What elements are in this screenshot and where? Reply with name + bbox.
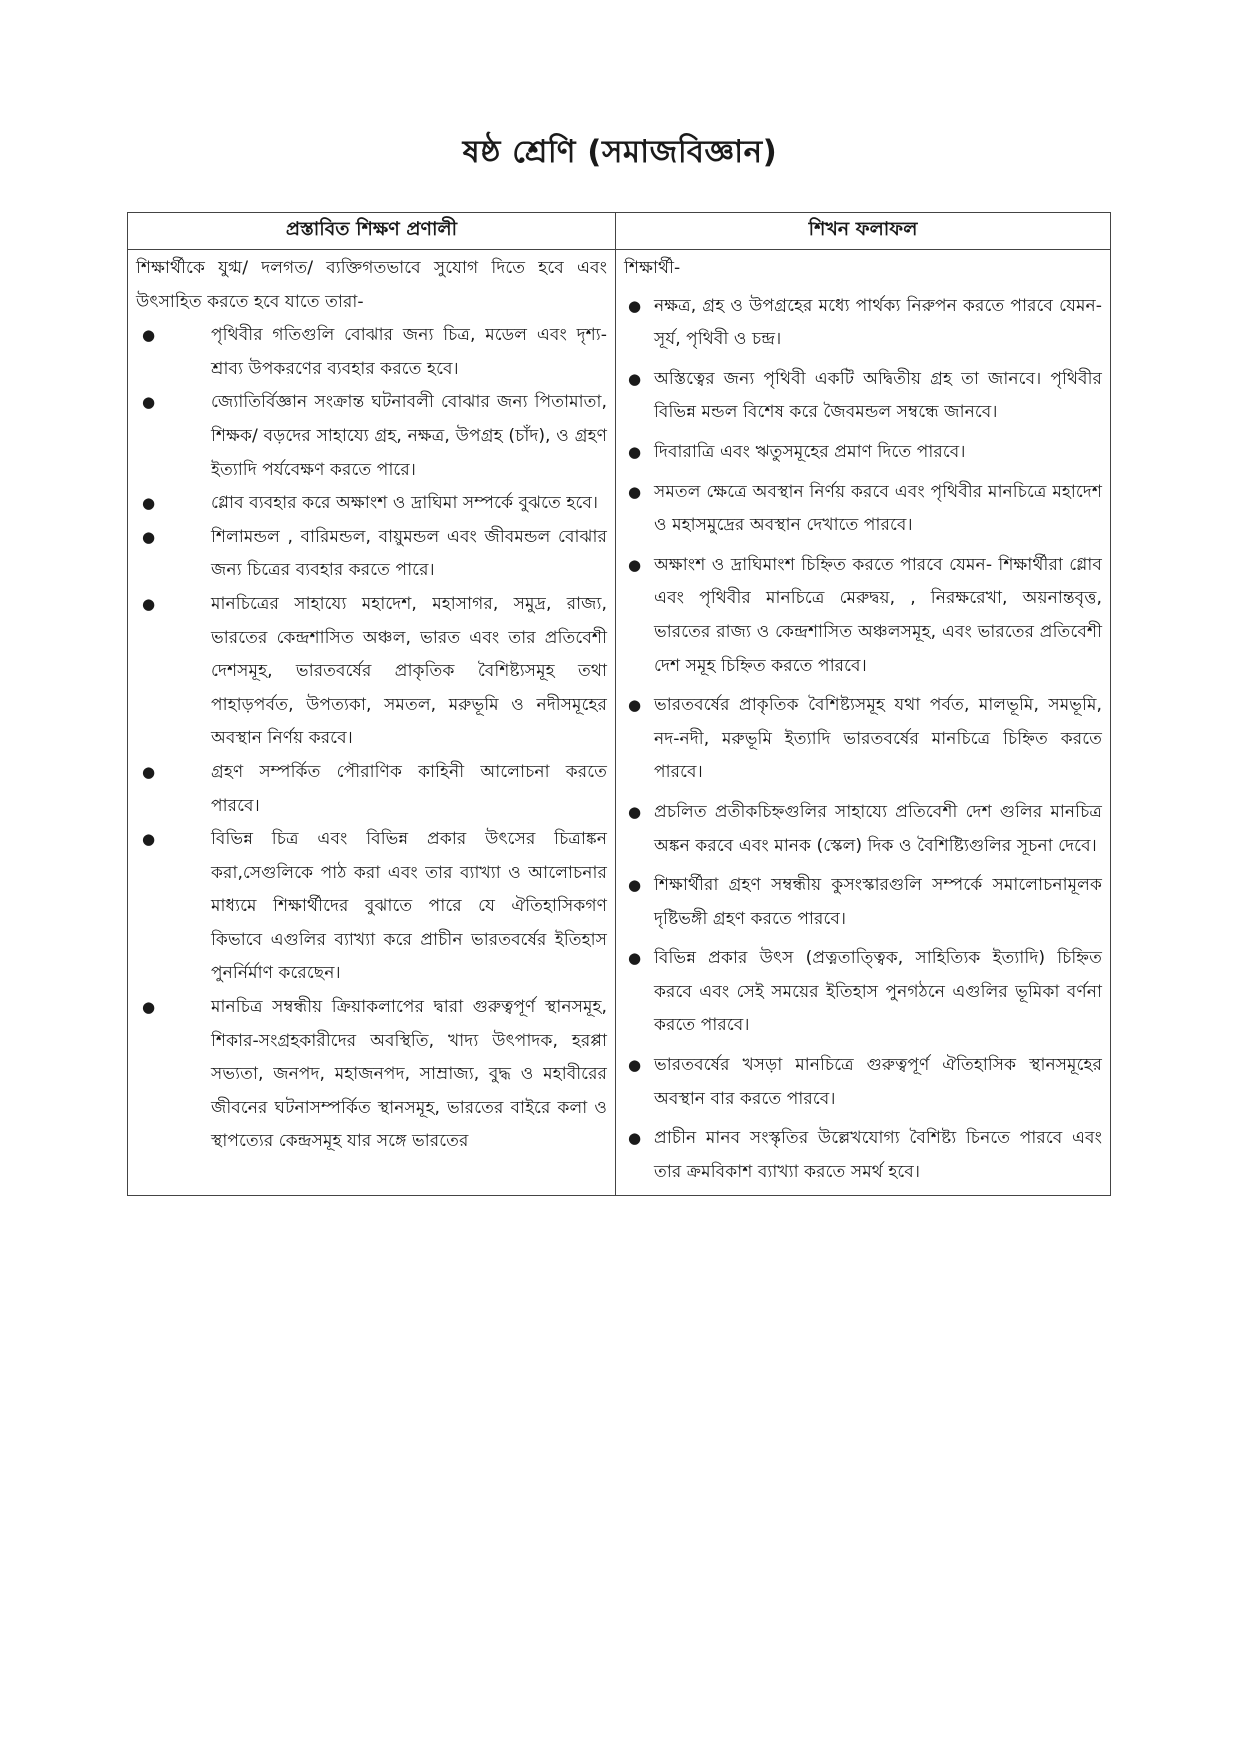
- list-item: ● জ্যোতির্বিজ্ঞান সংক্রান্ত ঘটনাবলী বোঝার জন্য পিতামাতা, শিক্ষক/ বড়দের সাহায্যে গ্রহ, নক্ষত্র, উপগ্রহ (চাঁদ), ও গ্রহণ ইত্যাদি পর্যবেক্ষণ করতে পারে।: [136, 386, 607, 487]
- list-item: ● ভারতবর্ষের খসড়া মানচিত্রে গুরুত্বপূর্ণ ঐতিহাসিক স্থানসমূহের অবস্থান বার করতে পারবে।: [624, 1049, 1102, 1116]
- list-item: ● শিক্ষার্থীরা গ্রহণ সম্বন্ধীয় কুসংস্কারগুলি সম্পর্কে সমালোচনামূলক দৃষ্টিভঙ্গী গ্রহণ করতে পারবে।: [624, 869, 1102, 936]
- list-item: ● অস্তিত্বের জন্য পৃথিবী একটি অদ্বিতীয় গ্রহ তা জানবে। পৃথিবীর বিভিন্ন মন্ডল বিশেষ করে জৈবমন্ডল সম্বন্ধে জানবে।: [624, 363, 1102, 430]
- list-item: ● অক্ষাংশ ও দ্রাঘিমাংশ চিহ্নিত করতে পারবে যেমন- শিক্ষার্থীরা গ্লোব এবং পৃথিবীর মানচিত্রে মেরুদ্বয়, , নিরক্ষরেখা, অয়নান্তবৃত্ত, ভারতের রাজ্য ও কেন্দ্রশাসিত অঞ্চলসমূহ, এবং ভারতের প্রতিবেশী দেশ সমূহ চিহ্নিত করতে পারবে।: [624, 549, 1102, 683]
- learning-outcome-list: [624, 286, 1102, 1190]
- list-item: ● পৃথিবীর গতিগুলি বোঝার জন্য চিত্র, মডেল এবং দৃশ্য-শ্রাব্য উপকরণের ব্যবহার করতে হবে।: [136, 319, 607, 386]
- page-title: ষষ্ঠ শ্রেণি (সমাজবিজ্ঞান): [462, 134, 778, 170]
- list-item: ● নক্ষত্র, গ্রহ ও উপগ্রহের মধ্যে পার্থক্য নিরুপন করতে পারবে যেমন- সূর্য, পৃথিবী ও চন্দ্র।: [624, 290, 1102, 357]
- list-item: ● শিলামন্ডল , বারিমন্ডল, বায়ুমন্ডল এবং জীবমন্ডল বোঝার জন্য চিত্রের ব্যবহার করতে পারে।: [136, 521, 607, 588]
- learning-outcome-cell: [616, 250, 1111, 1196]
- list-item: ● দিবারাত্রি এবং ঋতুসমূহের প্রমাণ দিতে পারবে।: [624, 436, 1102, 470]
- learning-outcome-intro: শিক্ষার্থী-: [624, 258, 681, 278]
- list-item: ● মানচিত্র সম্বন্ধীয় ক্রিয়াকলাপের দ্বারা গুরুত্বপূর্ণ স্থানসমূহ, শিকার-সংগ্রহকারীদের অবস্থিতি, খাদ্য উৎপাদক, হরপ্পা সভ্যতা, জনপদ, মহাজনপদ, সাম্রাজ্য, বুদ্ধ ও মহাবীরের জীবনের ঘটনাসম্পর্কিত স্থানসমূহ, ভারতের বাইরে কলা ও স্থাপত্যের কেন্দ্রসমূহ যার সঙ্গে ভারতের: [136, 991, 607, 1159]
- list-item: ● প্রচলিত প্রতীকচিহ্নগুলির সাহায্যে প্রতিবেশী দেশ গুলির মানচিত্র অঙ্কন করবে এবং মানক (স্কেল) দিক ও বৈশিষ্ট্যিগুলির সূচনা দেবে।: [624, 796, 1102, 863]
- header-learning-outcome: শিখন ফলাফল: [616, 213, 1111, 250]
- table-header-row: [128, 213, 1111, 250]
- list-item: ● গ্লোব ব্যবহার করে অক্ষাংশ ও দ্রাঘিমা সম্পর্কে বুঝতে হবে।: [136, 487, 607, 521]
- list-item: ● গ্রহণ সম্পর্কিত পৌরাণিক কাহিনী আলোচনা করতে পারবে।: [136, 756, 607, 823]
- list-item: ● সমতল ক্ষেত্রে অবস্থান নির্ণয় করবে এবং পৃথিবীর মানচিত্রে মহাদেশ ও মহাসমুদ্রের অবস্থান দেখাতে পারবে।: [624, 476, 1102, 543]
- list-item: ● ভারতবর্ষের প্রাকৃতিক বৈশিষ্ট্যসমূহ যথা পর্বত, মালভূমি, সমভূমি, নদ-নদী, মরুভূমি ইত্যাদি ভারতবর্ষের মানচিত্রে চিহ্নিত করতে পারবে।: [624, 689, 1102, 790]
- table-row: [128, 250, 1111, 1196]
- list-item: ● বিভিন্ন চিত্র এবং বিভিন্ন প্রকার উৎসের চিত্রাঙ্কন করা,সেগুলিকে পাঠ করা এবং তার ব্যাখ্যা ও আলোচনার মাধ্যমে শিক্ষার্থীদের বুঝাতে পারে যে ঐতিহাসিকগণ কিভাবে এগুলির ব্যাখ্যা করে প্রাচীন ভারতবর্ষের ইতিহাস পুনর্নির্মাণ করেছেন।: [136, 823, 607, 991]
- list-item: ● প্রাচীন মানব সংস্কৃতির উল্লেখযোগ্য বৈশিষ্ট্য চিনতে পারবে এবং তার ক্রমবিকাশ ব্যাখ্যা করতে সমর্থ হবে।: [624, 1122, 1102, 1189]
- teaching-method-list: [136, 319, 607, 1159]
- teaching-method-cell: [128, 250, 616, 1196]
- curriculum-table: [127, 212, 1111, 1196]
- list-item: ● বিভিন্ন প্রকার উৎস (প্রত্নতাত্ত্বিক, সাহিত্যিক ইত্যাদি) চিহ্নিত করবে এবং সেই সময়ের ইতিহাস পুনগঠনে এগুলির ভূমিকা বর্ণনা করতে পারবে।: [624, 942, 1102, 1043]
- header-teaching-method: প্রস্তাবিত শিক্ষণ প্রণালী: [128, 213, 616, 250]
- teaching-method-intro: শিক্ষার্থীকে যুগ্ম/ দলগত/ ব্যক্তিগতভাবে সুযোগ দিতে হবে এবং উৎসাহিত করতে হবে যাতে তারা-: [136, 258, 607, 312]
- list-item: ● মানচিত্রের সাহায্যে মহাদেশ, মহাসাগর, সমুদ্র, রাজ্য, ভারতের কেন্দ্রশাসিত অঞ্চল, ভারত এবং তার প্রতিবেশী দেশসমূহ, ভারতবর্ষের প্রাকৃতিক বৈশিষ্ট্যসমূহ তথা পাহাড়পর্বত, উপত্যকা, সমতল, মরুভূমি ও নদীসমূহের অবস্থান নির্ণয় করবে।: [136, 588, 607, 756]
